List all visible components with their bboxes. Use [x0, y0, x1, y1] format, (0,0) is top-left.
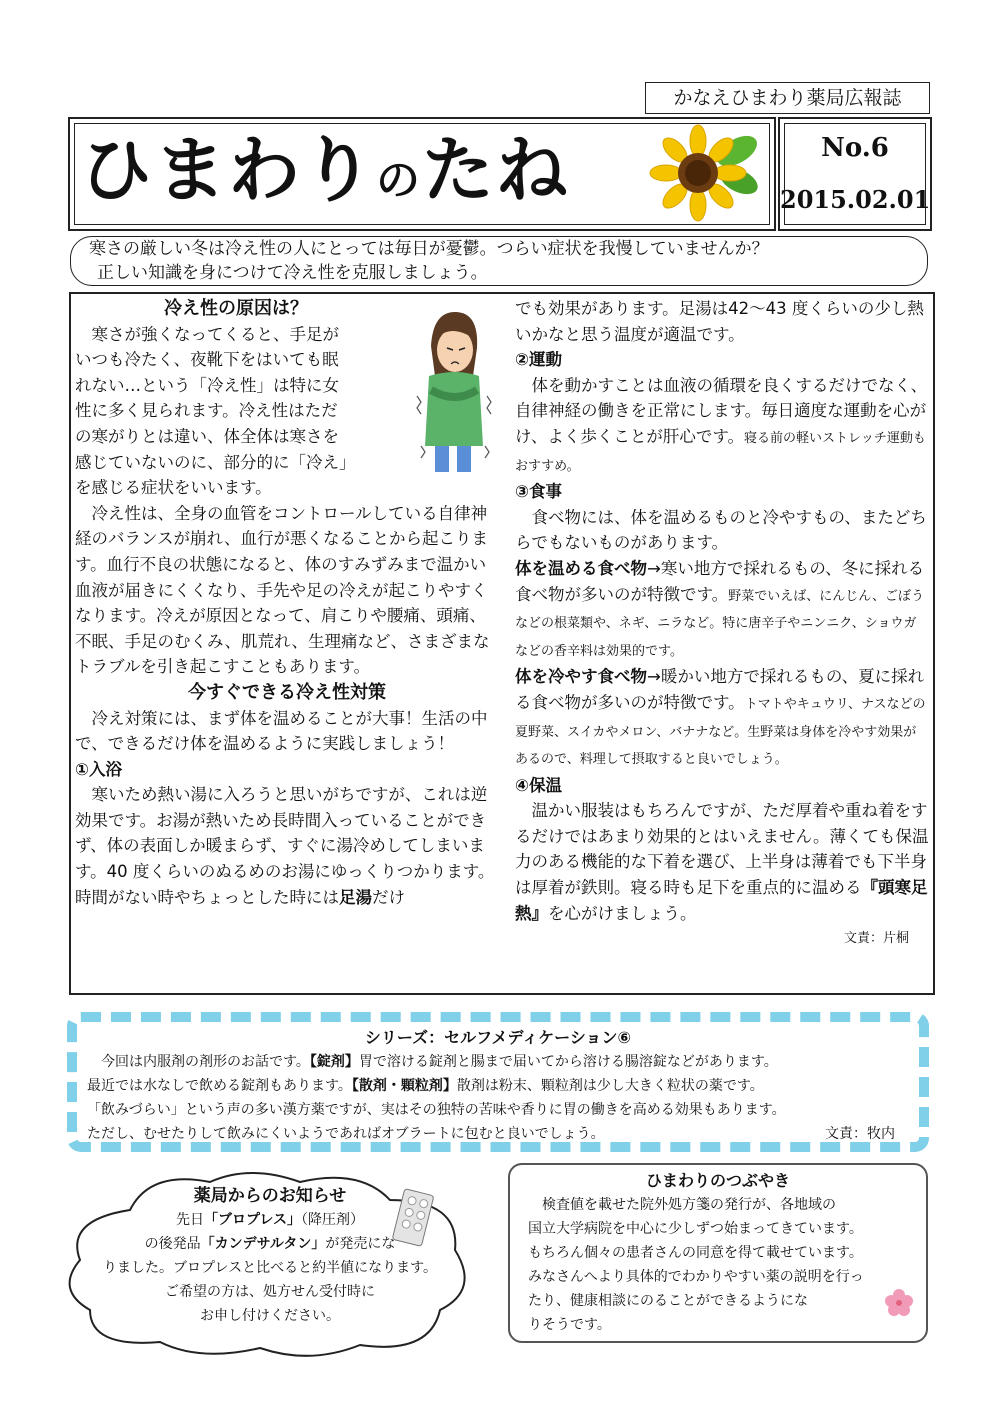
- series-line-1: 今回は内服剤の剤形のお話です。【錠剤】胃で溶ける錠剤と腸まで届いてから溶ける腸溶錠などがあります。: [101, 1054, 778, 1070]
- series-box: [67, 1012, 929, 1152]
- warmth-text: 温かい服装はもちろんですが、ただ厚着や重ね着をするだけではあまり効果的とはいえません。薄くても保温力のある機能的な下着を選び、上半身は薄着でも下半身は厚着が鉄則。寝る時も足下を重点的に温める『頭寒足熱』を心がけましょう。: [515, 801, 929, 923]
- exercise-heading: ②運動: [515, 350, 562, 370]
- cause-intro: 寒さが強くなってくると、手足が いつも冷たく、夜靴下をはいても眠 れない…という「冷え性」は特に女 性に多く見られます。冷え性はただ の寒がりとは違い、体全体は寒さを 感じていないのに、部分的に「冷え」 を感じる症状をいいます。: [75, 324, 356, 498]
- murmur-line: みなさんへより具体的でわかりやすい薬の説明を行っ: [528, 1269, 864, 1285]
- murmur-line: 国立大学病院を中心に少しずつ始まってきています。: [528, 1221, 863, 1237]
- cause-paragraph: 冷え性は、全身の血管をコントロールしている自律神経のバランスが崩れ、血行が悪くなることから起こります。血行不良の状態になると、体のすみずみまで温かい血液が届きにくくなり、手先や足の冷えが起こりやすくなります。冷えが原因となって、肩こりや腰痛、頭痛、不眠、手足のむくみ、肌荒れ、生理痛など、さまざまなトラブルを引き起こすこともあります。: [75, 503, 490, 677]
- food-heading: ③食事: [515, 482, 562, 502]
- intro-line-2: 正しい知識を身につけて冷え性を克服しましょう。: [97, 263, 488, 283]
- notice-line-3: りました。ブロプレスと比べると約半値になります。: [103, 1260, 437, 1276]
- bath-text: 寒いため熱い湯に入ろうと思いがちですが、これは逆効果です。お湯が熱いため長時間入っていることができず、体の表面しか暖まらず、すぐに湯冷めしてしまいます。40 度くらいのぬるめのお湯にゆっくりつかります。: [75, 785, 495, 882]
- warming-foods: 体を温める食べ物→寒い地方で採れるもの、冬に採れる食べ物が多いのが特徴です。野菜でいえば、にんじん、ごぼうなどの根菜類や、ネギ、ニラなど。特に唐辛子やニンニク、ショウガなどの香辛料は効果的です。: [515, 558, 925, 659]
- cooling-foods: 体を冷やす食べ物→暖かい地方で採れるもの、夏に採れる食べ物が多いのが特徴です。トマトやキュウリ、ナスなどの夏野菜、スイカやメロン、バナナなど。生野菜は身体を冷やす効果があるので、料理して摂取すると良いでしょう。: [515, 667, 926, 768]
- masthead: [68, 117, 776, 231]
- measures-intro: 冷え対策には、まず体を温めることが大事！生活の中で、できるだけ体を温めるように実践しましょう！: [75, 708, 488, 754]
- issue-number: No.6: [821, 133, 889, 163]
- food-text: 食べ物には、体を温めるものと冷やすもの、またどちらでもないものがあります。: [515, 507, 927, 553]
- notice-heading: 薬局からのお知らせ: [193, 1186, 347, 1206]
- main-article: [69, 292, 935, 995]
- series-line-4: ただし、むせたりして飲みにくいようであればオブラートに包むと良いでしょう。 文責：牧内: [87, 1126, 895, 1142]
- murmur-line: 検査値を載せた院外処方箋の発行が、各地域の: [542, 1197, 836, 1213]
- footbath-text: でも効果があります。足湯は42～43 度くらいの少し熱いかなと思う温度が適温です。: [515, 299, 924, 344]
- warmth-heading: ④保温: [515, 775, 562, 795]
- article-author: 文責：片桐: [843, 931, 909, 947]
- flower-icon: [884, 1288, 914, 1318]
- murmur-heading: ひまわりのつぶやき: [645, 1171, 790, 1190]
- newsletter-title: ひまわりのたね: [80, 128, 571, 212]
- heading-cause: 冷え性の原因は？: [164, 298, 308, 319]
- series-heading: シリーズ：セルフメディケーション⑥: [364, 1028, 632, 1047]
- bath-heading: ①入浴: [75, 759, 122, 779]
- notice-line-1: 先日「ブロプレス」（降圧剤）: [175, 1212, 365, 1228]
- cold-woman-illustration: [411, 306, 495, 486]
- murmur-line: もちろん個々の患者さんの同意を得て載せています。: [528, 1245, 863, 1261]
- murmur-line: たり、健康相談にのることができるようにな: [528, 1293, 808, 1309]
- publisher-label: かなえひまわり薬局広報誌: [645, 82, 930, 114]
- notice-line-2: の後発品「カンデサルタン」が発売にな: [144, 1236, 396, 1252]
- tablet-pack-icon: [392, 1188, 438, 1248]
- sunflower-icon: [634, 123, 764, 223]
- exercise-text: 体を動かすことは血液の循環を良くするだけでなく、自律神経の働きを正常にします。毎日適度な運動を心がけ、よく歩くことが肝心です。寝る前の軽いストレッチ運動もおすすめ。: [515, 375, 928, 474]
- issue-box: [778, 117, 932, 231]
- issue-date: 2015.02.01: [780, 185, 931, 214]
- intro-line-1: 寒さの厳しい冬は冷え性の人にとっては毎日が憂鬱。つらい症状を我慢していませんか？: [89, 239, 769, 259]
- series-line-2: 最近では水なしで飲める錠剤もあります。【散剤・顆粒剤】散剤は粉末、顆粒剤は少し大きく粒状の薬です。: [87, 1078, 764, 1094]
- notice-line-5: お申し付けください。: [200, 1308, 340, 1324]
- article-right-column: [515, 296, 929, 952]
- murmur-box: [508, 1163, 928, 1343]
- notice-line-4: ご希望の方は、処方せん受付時に: [165, 1284, 375, 1300]
- intro-box: [70, 236, 928, 286]
- series-line-3: 「飲みづらい」という声の多い漢方薬ですが、実はその独特の苦味や香りに胃の働きを高める効果もあります。: [87, 1102, 786, 1118]
- murmur-line: りそうです。: [528, 1317, 611, 1333]
- bath-text-2: 時間がない時やちょっとした時には足湯だけ: [75, 887, 405, 907]
- heading-measures: 今すぐできる冷え性対策: [188, 681, 386, 703]
